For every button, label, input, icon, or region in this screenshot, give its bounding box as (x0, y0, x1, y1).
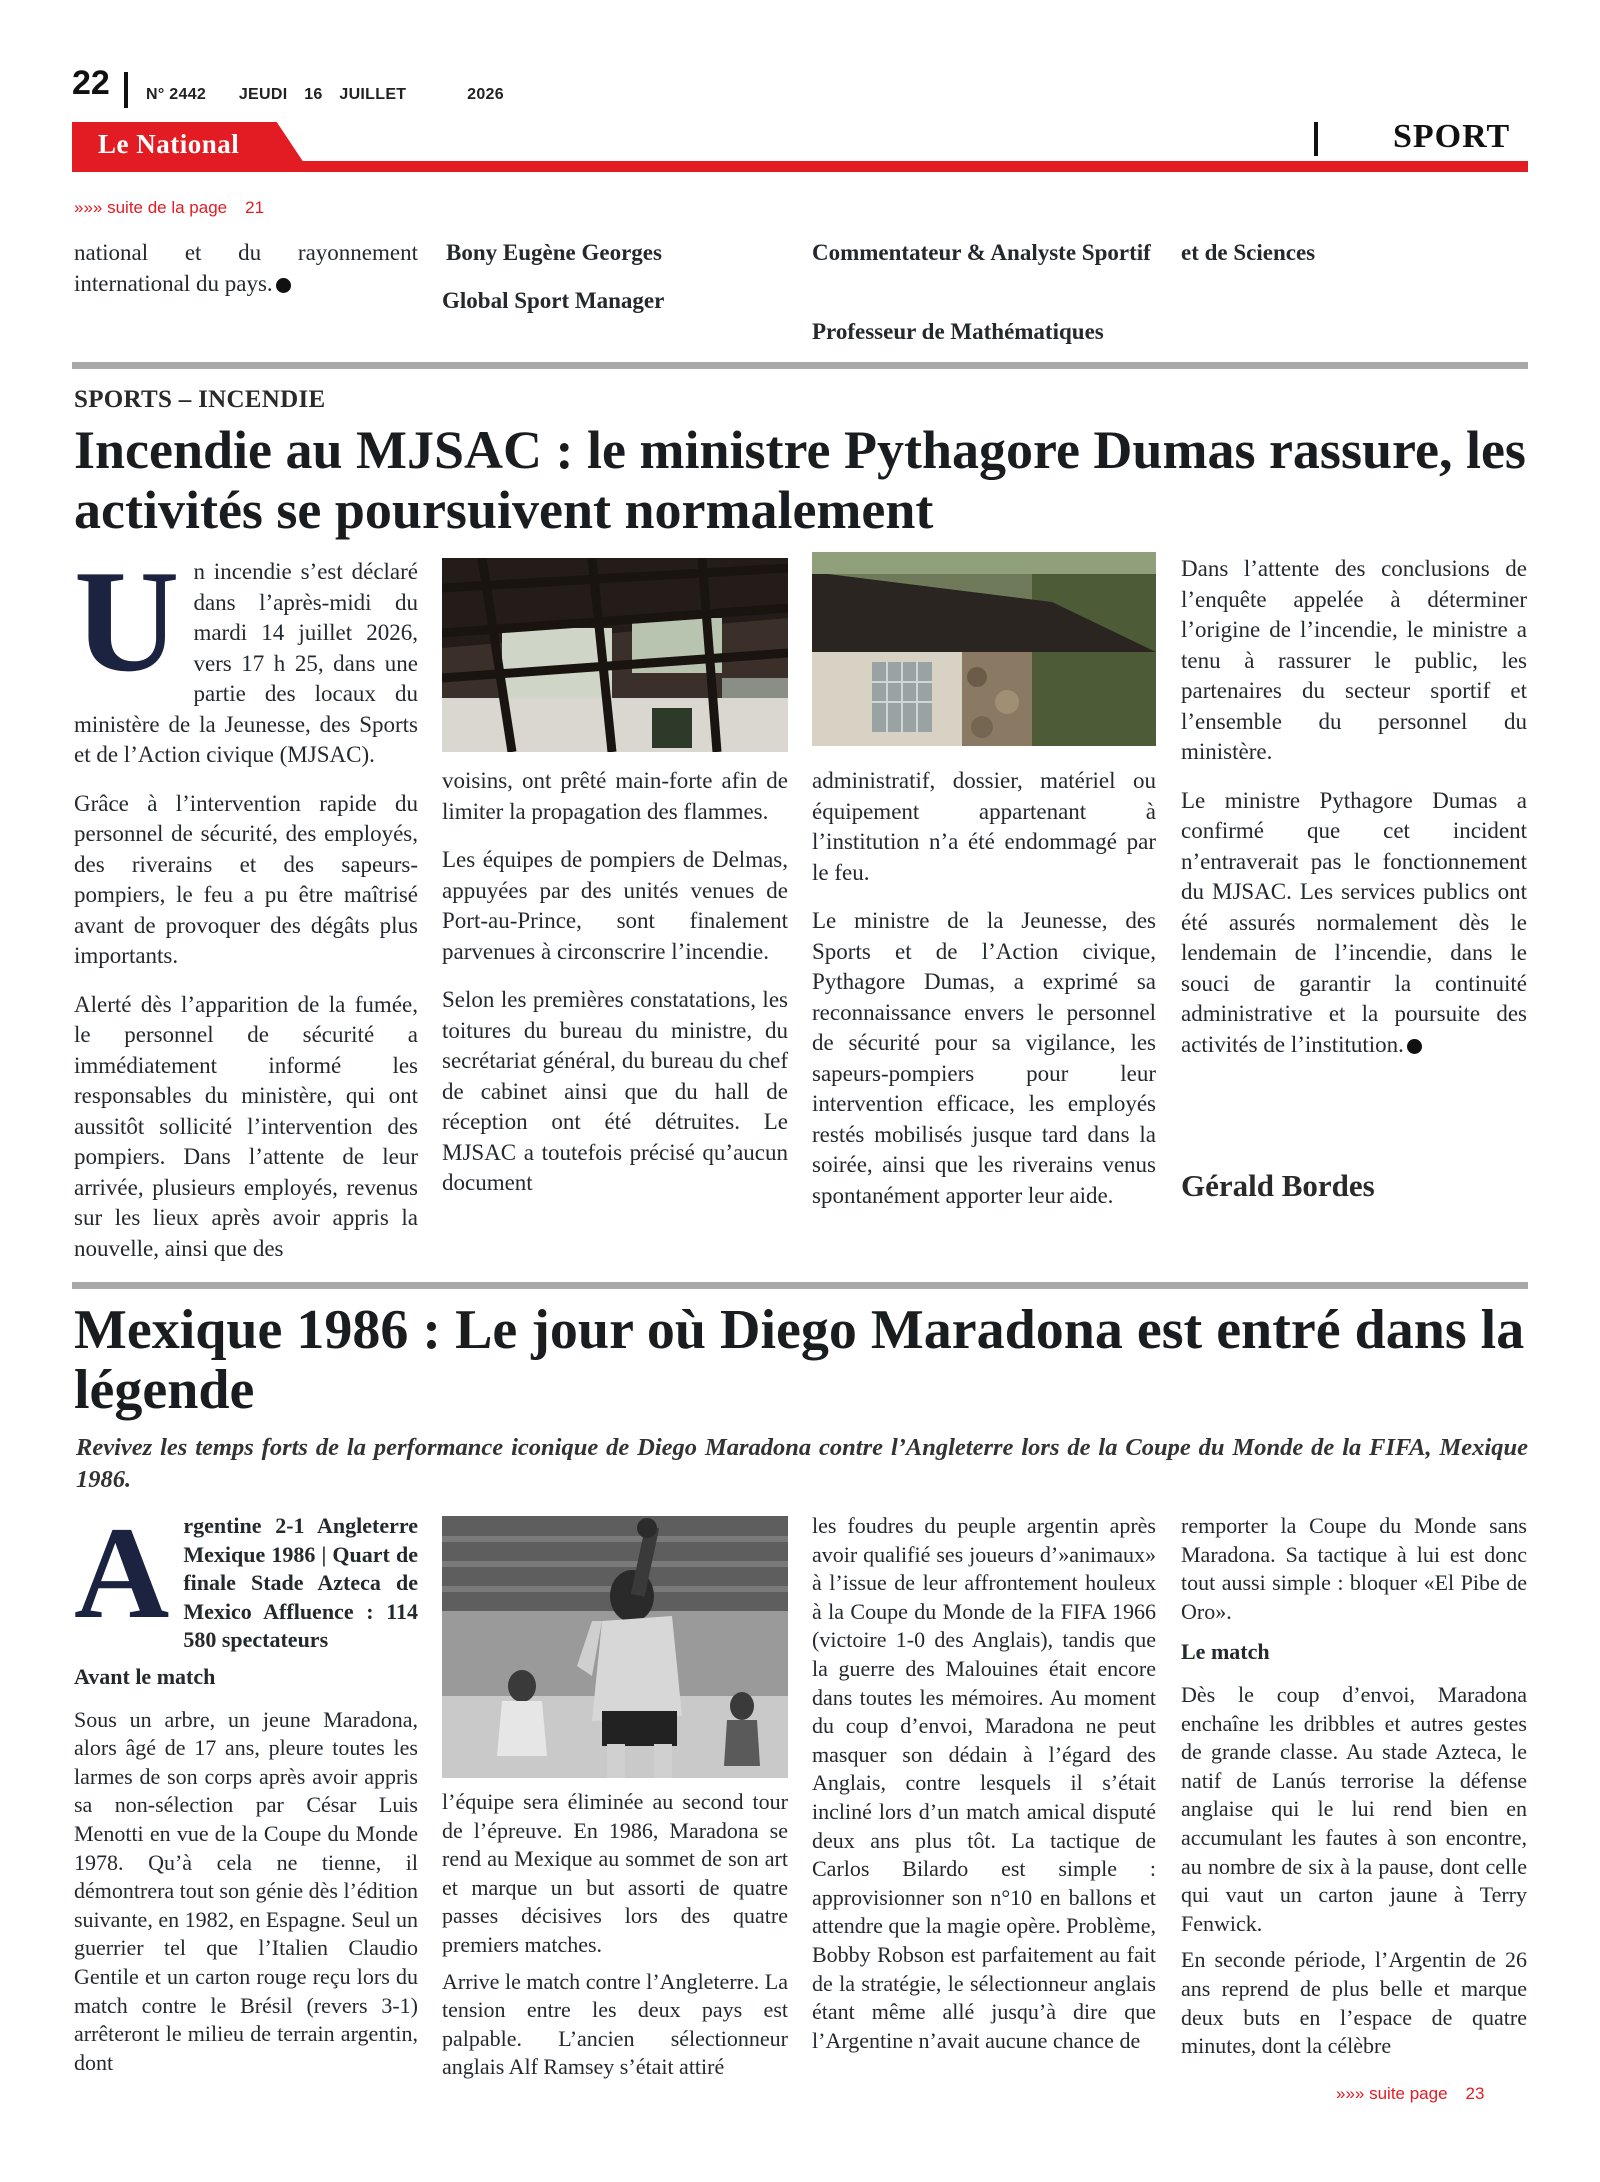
end-of-story-mark (1407, 1039, 1422, 1054)
article1-p10-text: Le ministre Pythagore Dumas a confirmé que cet incident n’entraverait pas le fonctionnement du MJSAC. Les services publics ont été assurés normalement dès le lendemain de l’incendie, dans le souci de garantir la continuité administrative et la poursuite des activités de l’institution. (1181, 787, 1527, 1057)
fire-damage-photo-1 (442, 558, 788, 752)
page-number-divider (124, 72, 128, 108)
article1-p3: Alerté dès l’apparition de la fumée, le personnel de sécurité a immédiatement informé les responsables du ministère, qui ont aussitôt sollicité l’intervention des pompiers. Dans l’attente de leur arrivée, plusieurs employés, revenus sur les lieux après avoir appris la nouvelle, ainsi que des (74, 991, 418, 1261)
header-rule (72, 161, 1528, 172)
article2-standfirst: Revivez les temps forts de la performance iconique de Diego Maradona contre l’Angleterre lors de la Coupe du Monde de la FIFA, Mexique 1986. (76, 1434, 1528, 1493)
article2-p4: les foudres du peuple argentin après avoir qualifié ses joueurs d’»animaux» à l’issue de leur affrontement houleux à la Coupe du Monde de la FIFA 1966 (victoire 1-0 des Anglais), tandis que la guerre des Malouines était encore dans toutes les mémoires. Au moment du coup d’envoi, Maradona ne peut masquer son dédain à l’égard des Anglais, contre lesquels il s’était incliné lors d’un match amical disputé deux ans plus tôt. La tactique de Carlos Bilardo est simple : approvisionner son n°10 en ballons et attendre que la magie opère. Problème, Bobby Robson est parfaitement au fait de la stratégie, le sélectionneur anglais étant même allé jusqu’à dire que l’Argentine n’avait aucune chance de (812, 1513, 1156, 2053)
article2-p5: remporter la Coupe du Monde sans Maradona. Sa tactique à lui est donc tout aussi simple : bloquer «El Pibe de Oro». (1181, 1513, 1527, 1624)
end-of-story-mark (276, 278, 291, 293)
brand-name: Le National (98, 129, 240, 159)
article1-p8: Le ministre de la Jeunesse, des Sports et de l’Action civique, Pythagore Dumas, a exprimé sa reconnaissance envers le personnel de sécurité pour sa vigilance, les sapeurs-pompiers pour leur intervention efficace, les employés restés mobilisés jusque tard dans la soirée, ainsi que les riverains venus spontanément apporter leur aide. (812, 908, 1156, 1208)
article1-paragraph (74, 540, 418, 771)
continued-on-page: 23 (1465, 2084, 1485, 2103)
article2-intro (74, 1499, 418, 1655)
article1-p4: voisins, ont prêté main-forte afin de limiter la propagation des flammes. (442, 768, 788, 824)
article2-column-3 (812, 1512, 1156, 2073)
section-rule (72, 362, 1528, 369)
article1-kicker: SPORTS – INCENDIE (74, 386, 326, 413)
signature-title: Global Sport Manager (442, 288, 665, 313)
signature-profession-cont: et de Sciences (1181, 240, 1316, 265)
continued-from-page: 21 (245, 198, 265, 217)
article2-match-facts: rgentine 2-1 Angleterre Mexique 1986 | Quart de finale Stade Azteca de Mexico Affluence : 114 580 spectateurs (183, 1513, 418, 1653)
article2-p1: Sous un arbre, un jeune Maradona, alors âgé de 17 ans, pleure toutes les larmes de son corps après avoir appris sa non-sélection par César Luis Menotti en vue de la Coupe du Monde 1978. Qu’à cela ne tienne, il démontrera tout son génie dès l’édition suivante, en 1982, en Espagne. Seul un guerrier tel que l’Italien Claudio Gentile et un carton rouge reçu lors du match contre le Brésil (revers 3-1) arrêteront le milieu de terrain argentin, dont (74, 1706, 418, 2075)
continued-from-label: »»» suite de la page (74, 198, 228, 217)
continued-on (1336, 2084, 1484, 2104)
article2-p6: Dès le coup d’envoi, Maradona enchaîne les dribbles et autres gestes de grande classe. Au stade Azteca, le natif de Lanús terrorise la défense anglaise qui le lui rend bien en accumulant les fautes à son encontre, au nombre de six à la pause, dont celle qui vaut un carton jaune à Terry Fenwick. (1181, 1681, 1527, 1936)
article1-p1: n incendie s’est déclaré dans l’après-midi du mardi 14 juillet 2026, vers 17 h 25, dans une partie des locaux du ministère de la Jeunesse, des Sports et de l’Action civique (MJSAC). (74, 559, 418, 767)
continued-from (74, 198, 264, 218)
issue-day: JEUDI (238, 86, 288, 103)
issue-year: 2026 (467, 86, 504, 103)
article1-column-4 (1181, 554, 1527, 1078)
continuation-body: national et du rayonnement international du pays. (74, 240, 418, 296)
signature-profession: Professeur de Mathématiques (812, 319, 1104, 344)
section-divider (1314, 122, 1318, 156)
article1-column-2 (442, 766, 788, 1217)
fire-damage-photo-2 (812, 552, 1156, 746)
continuation-text (74, 238, 418, 299)
article2-subhead-match: Le match (1181, 1639, 1270, 1665)
article1-p2: Grâce à l’intervention rapide du personnel de sécurité, des employés, des riverains et des sapeurs-pompiers, le feu a pu être maîtrisé avant de provoquer des dégâts plus importants. (74, 790, 418, 968)
article1-byline: Gérald Bordes (1181, 1168, 1375, 1203)
article1-p7: administratif, dossier, matériel ou équipement appartenant à l’institution n’a été endommagé par le feu. (812, 768, 1156, 885)
article-divider (72, 1282, 1528, 1289)
article1-dropcap: U (74, 540, 180, 702)
issue-date: 16 (304, 86, 323, 103)
article1-column-3 (812, 766, 1156, 1229)
article1-p6: Selon les premières constatations, les toitures du bureau du ministre, du secrétariat général, du bureau du chef de cabinet ainsi que du hall de réception ont été détruites. Le MJSAC a toutefois précisé qu’aucun document (442, 987, 788, 1195)
article2-column-1 (74, 1499, 418, 2095)
issue-info (146, 86, 532, 104)
signature-name: Bony Eugène Georges (446, 240, 662, 265)
article1-p10 (1181, 786, 1527, 1061)
article1-p5: Les équipes de pompiers de Delmas, appuyées par des unités venues de Port-au-Prince, sont finalement parvenues à circonscrire l’incendie. (442, 847, 788, 964)
maradona-photo (442, 1516, 788, 1778)
signature-role: Commentateur & Analyste Sportif (812, 240, 1151, 265)
article2-dropcap: A (74, 1499, 170, 1646)
issue-month: JUILLET (339, 86, 407, 103)
section-title: SPORT (1393, 118, 1511, 155)
article2-column-2 (442, 1788, 788, 2100)
article1-p9: Dans l’attente des conclusions de l’enquête appelée à déterminer l’origine de l’incendie, le ministre a tenu à rassurer le public, les partenaires du secteur sportif et l’ensemble du personnel du ministère. (1181, 556, 1527, 764)
page-number: 22 (72, 64, 110, 102)
article2-p3: Arrive le match contre l’Angleterre. La tension entre les deux pays est palpable. L’ancien sélectionneur anglais Alf Ramsey s’était attiré (442, 1968, 788, 2080)
article2-p2: l’équipe sera éliminée au second tour de l’épreuve. En 1986, Maradona se rend au Mexique au sommet de son art et marque un but assorti de quatre passes décisives lors des quatre premiers matches. (442, 1789, 788, 1957)
article2-column-4 (1181, 1512, 1527, 2079)
article2-headline: Mexique 1986 : Le jour où Diego Maradona est entré dans la légende (74, 1299, 1525, 1421)
continued-on-label: »»» suite page (1336, 2084, 1448, 2103)
article2-p7: En seconde période, l’Argentin de 26 ans reprend de plus belle et marque deux buts en l’espace de quatre minutes, dont la célèbre (1181, 1947, 1527, 2059)
article2-subhead-before: Avant le match (74, 1663, 216, 1689)
article1-column-1 (74, 540, 418, 1282)
article1-headline: Incendie au MJSAC : le ministre Pythagore Dumas rassure, les activités se poursuivent normalement (74, 420, 1526, 540)
issue-number: N° 2442 (146, 86, 207, 103)
